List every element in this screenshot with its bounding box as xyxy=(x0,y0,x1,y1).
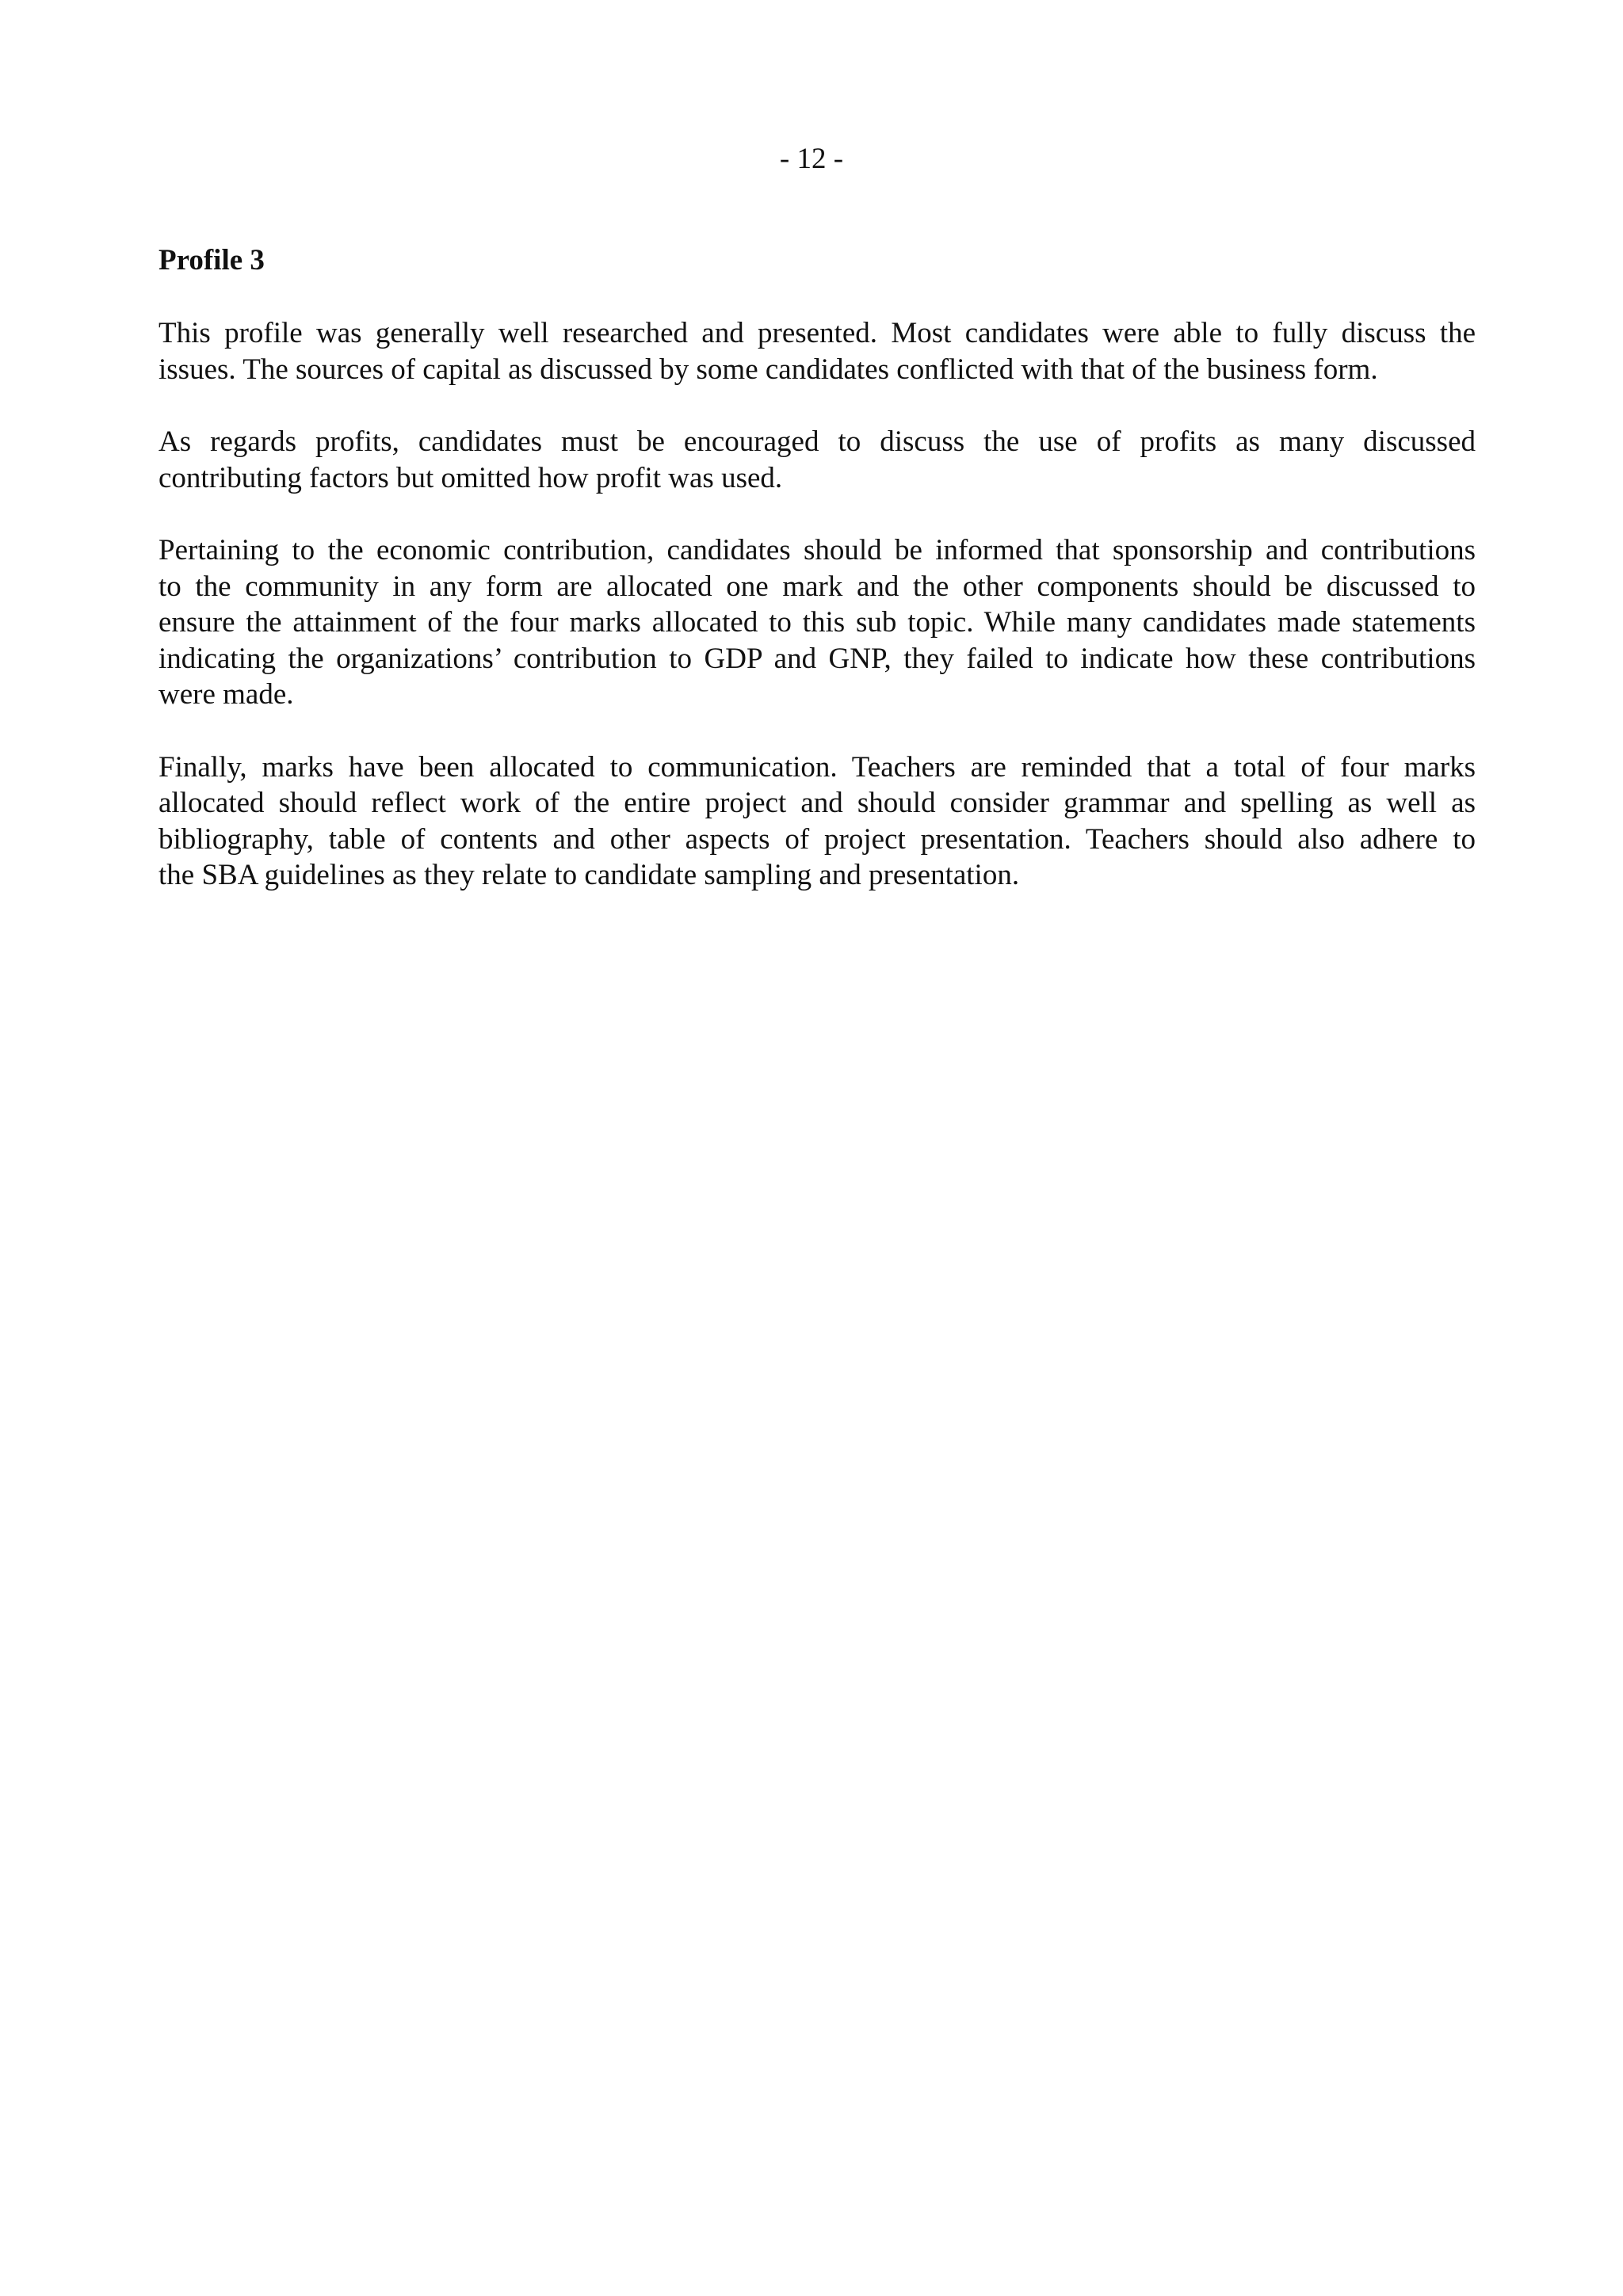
paragraph-economic-contribution xyxy=(158,532,1476,713)
text-line: indicating the organizations’ contribution to GDP and GNP, they failed to indicate how these contributions xyxy=(158,642,1476,675)
section-title: Profile 3 xyxy=(158,244,265,277)
text-line: Finally, marks have been allocated to communication. Teachers are reminded that a total of four marks xyxy=(158,750,1476,784)
text-line: bibliography, table of contents and other aspects of project presentation. Teachers should also adhere to xyxy=(158,822,1476,856)
paragraph-research-quality xyxy=(158,315,1476,387)
report-body xyxy=(158,242,1476,930)
text-line: were made. xyxy=(158,678,294,711)
text-line: This profile was generally well researched and presented. Most candidates were able to fully discuss the xyxy=(158,317,1476,349)
paragraph-communication xyxy=(158,749,1476,894)
text-line: to the community in any form are allocated one mark and the other components should be discussed to xyxy=(158,570,1476,603)
page-number: - 12 - xyxy=(779,143,844,175)
text-line: ensure the attainment of the four marks allocated to this sub topic. While many candidates made statements xyxy=(158,606,1476,639)
paragraph-profits xyxy=(158,424,1476,496)
text-line: Pertaining to the economic contribution, candidates should be informed that sponsorship and contributions xyxy=(158,534,1476,566)
text-line: issues. The sources of capital as discussed by some candidates conflicted with that of the business form. xyxy=(158,353,1378,386)
text-line: contributing factors but omitted how profit was used. xyxy=(158,461,783,494)
text-line: the SBA guidelines as they relate to candidate sampling and presentation. xyxy=(158,859,1020,891)
text-line: allocated should reflect work of the entire project and should consider grammar and spelling as well as xyxy=(158,787,1476,819)
text-line: As regards profits, candidates must be encouraged to discuss the use of profits as many discussed xyxy=(158,425,1476,458)
